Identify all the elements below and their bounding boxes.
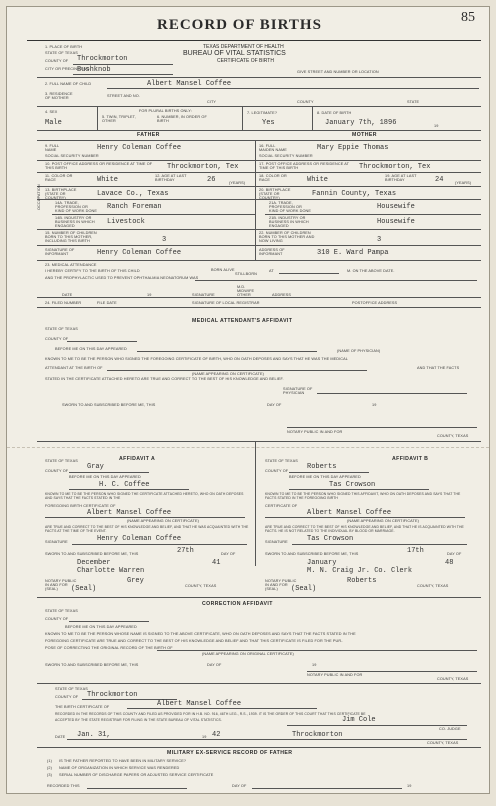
corr-sworn: SWORN TO AND SUBSCRIBED BEFORE ME, THIS [45, 663, 139, 667]
dob-value: January 7th, 1896 [325, 119, 397, 127]
med-day-of: DAY OF [267, 403, 282, 407]
corr-known: KNOWN TO ME TO BE THE PERSON WHOSE NAME IS SIGNED TO THE ABOVE CERTIFICATE, WHO ON OATH DEPOSES AND SAYS THAT THE FACTS STATED IN THE [45, 632, 356, 636]
aff-a-known: KNOWN TO ME TO BE THE PERSON WHO SIGNED THE CERTIFICATE ATTACHED HERETO, WHO ON OATH DEPOSES AND SAYS THAT THE FACTS STATED IN THE [45, 492, 244, 500]
med-19: 19 [372, 403, 377, 407]
med-state: STATE OF TEXAS [45, 327, 78, 331]
aff-b-sig-label: SIGNATURE [265, 540, 288, 544]
fill-line [289, 472, 369, 473]
corr-state: STATE OF TEXAS [45, 609, 78, 613]
med-county: COUNTY OF [45, 337, 69, 341]
po-address-label: POSTOFFICE ADDRESS [352, 301, 398, 305]
aff-b-known: KNOWN TO ME TO BE THE PERSON WHO SIGNED THIS AFFIDAVIT, WHO ON OATH DEPOSES AND SAYS THAT THE FACTS STATED IN THE FOREGOING BIRTH [265, 492, 461, 500]
rec-accepted: ACCEPTED BY THE STATE REGISTRAR FOR FILING IN THE STATE BUREAU OF VITAL STATISTICS. [55, 718, 222, 722]
order-label: 6. NUMBER, IN ORDER OF BIRTH [157, 115, 207, 123]
mother-heading: MOTHER [352, 132, 377, 138]
mother-trade: Housewife [377, 203, 415, 211]
bureau-header: BUREAU OF VITAL STATISTICS [183, 50, 286, 57]
fill-line [307, 671, 477, 672]
rec-county2: Throckmorton [292, 731, 343, 739]
prophylactic-label: AND THE PROPHYLACTIC USED TO PREVENT OPHTHALMIA NEONATORUM WAS [45, 276, 199, 280]
father-address: Throckmorton, Tex [167, 163, 239, 171]
corr-day-of: DAY OF [207, 663, 222, 667]
father-age: 26 [207, 176, 216, 184]
fill-line [67, 739, 467, 740]
military-item-1-number: (1) [47, 759, 52, 763]
corr-name-original: (NAME APPEARING ON ORIGINAL CERTIFICATE) [202, 652, 294, 656]
child-name: Albert Mansel Coffee [147, 80, 232, 88]
row-rule [37, 186, 255, 187]
military-recorded: RECORDED THIS [47, 784, 80, 788]
aff-a-appearing: (NAME APPEARING ON CERTIFICATE) [127, 519, 199, 523]
aff-b-child: Albert Mansel Coffee [307, 509, 392, 517]
row-rule [37, 199, 255, 200]
city-label: CITY OR PRECINCT NO. [45, 67, 91, 71]
corr-purpose: POSE OF CORRECTING THE ORIGINAL RECORD OF THE BIRTH OF [45, 646, 173, 650]
aff-b-sworn: SWORN TO AND SUBSCRIBED BEFORE ME, THIS [265, 552, 359, 556]
rec-county-label: COUNTY OF [55, 695, 79, 699]
rec-birth-cert: THE BIRTH CERTIFICATE OF [55, 705, 110, 709]
born-alive: BORN ALIVE [211, 268, 235, 272]
fill-line [252, 788, 402, 789]
mother-age-label: 19. AGE AT LAST BIRTHDAY [385, 174, 417, 182]
aff-a-seal: (Seal) [71, 585, 97, 593]
father-birthplace-label: 13. BIRTHPLACE (STATE OR COUNTRY) [45, 188, 77, 200]
affidavit-a-title: AFFIDAVIT A [119, 456, 156, 462]
section-rule [37, 307, 481, 308]
mother-birthplace-label: 20. BIRTHPLACE (STATE OR COUNTRY) [259, 188, 291, 200]
column-divider [97, 107, 98, 130]
med-sworn: SWORN TO AND SUBSCRIBED BEFORE ME, THIS [62, 403, 156, 407]
section-rule [37, 140, 481, 141]
military-item-1: IS THE FATHER REPORTED TO HAVE BEEN IN MILITARY SERVICE? [59, 759, 187, 763]
page-number: 85 [461, 10, 475, 25]
father-heading: FATHER [137, 132, 160, 138]
fill-line [107, 370, 367, 371]
aff-a-state: STATE OF TEXAS [45, 459, 78, 463]
fill-line [67, 341, 137, 342]
child-name-label: 2. FULL NAME OF CHILD [45, 82, 92, 86]
paper-fold [7, 447, 489, 448]
aff-b-county-label: COUNTY OF [265, 469, 289, 473]
aff-a-sworn: SWORN TO AND SUBSCRIBED BEFORE ME, THIS [45, 552, 139, 556]
military-item-2-number: (2) [47, 766, 52, 770]
corr-foregoing: FOREGOING CERTIFICATE ARE TRUE AND CORRECT TO THE BEST OF HIS KNOWLEDGE AND BELIEF AND THAT THIS CERTIFICATE IS FILED FOR THE PUR- [45, 639, 343, 643]
aff-a-before: BEFORE ME ON THIS DAY APPEARED [69, 475, 141, 479]
section-rule [37, 597, 481, 598]
title-rule [27, 40, 481, 41]
corr-notary: NOTARY PUBLIC IN AND FOR [307, 673, 363, 677]
row-rule [265, 214, 481, 215]
date-label: DATE [62, 293, 73, 297]
corr-before: BEFORE ME ON THIS DAY APPEARED [65, 625, 137, 629]
corr-county: COUNTY OF [45, 617, 69, 621]
residence-note: GIVE STREET AND NUMBER OR LOCATION [297, 70, 379, 74]
parents-divider [255, 140, 256, 260]
aff-b-appearing: (NAME APPEARING ON CERTIFICATE) [347, 519, 419, 523]
aff-a-signature: Henry Coleman Coffee [97, 535, 182, 543]
section-rule [37, 441, 481, 442]
aff-b-year: 48 [445, 559, 454, 567]
aff-b-day-of: DAY OF [447, 552, 462, 556]
aff-a-appeared: H. C. Coffee [99, 481, 150, 489]
sex-label: 4. SEX [45, 110, 58, 114]
father-children-label: 15. NUMBER OF CHILDREN BORN TO THIS MOTHER, INCLUDING THIS BIRTH [45, 231, 97, 243]
aff-b-notary-county: Roberts [347, 577, 377, 585]
aff-a-true: ARE TRUE AND CORRECT TO THE BEST OF HIS KNOWLEDGE AND BELIEF, AND THAT HE WAS ACQUAINTED WITH THE FACTS AT THE TIME OF THE EVENT. [45, 525, 249, 533]
rec-judge-label: CO. JUDGE [439, 727, 461, 731]
med-and-that: AND THAT THE FACTS [417, 366, 460, 370]
aff-a-county-label: COUNTY OF [45, 469, 69, 473]
fill-line [69, 472, 149, 473]
father-ssn-label: SOCIAL SECURITY NUMBER [45, 154, 99, 158]
row-rule [37, 160, 255, 161]
city-line [73, 74, 173, 75]
legitimate-value: Yes [262, 119, 275, 127]
father-industry-label: 14B. INDUSTRY OR BUSINESS IN WHICH ENGAGED [55, 216, 95, 228]
aff-b-certificate-of: CERTIFICATE OF [265, 504, 298, 508]
fill-line [265, 517, 465, 518]
midwife-label: MIDWIFE [237, 289, 255, 293]
fill-line [287, 427, 477, 428]
aff-a-day-of: DAY OF [221, 552, 236, 556]
registrar-label: SIGNATURE OF LOCAL REGISTRAR [192, 301, 260, 305]
section-rule [37, 683, 481, 684]
mother-industry: Housewife [377, 218, 415, 226]
rec-recorded-text: RECORDED IN THE RECORDS OF THIS COUNTY AND FILED AS PROVIDED FOR IN H.B. NO. 916, 46TH LEG., R.S., 1939. IT IS THE ORDER OF THIS COURT THAT THIS CERTIFICATE BE [55, 712, 366, 716]
signature-label: SIGNATURE [192, 293, 215, 297]
county-line [73, 64, 173, 65]
mother-address: Throckmorton, Tex [359, 163, 431, 171]
row-rule [37, 260, 481, 261]
military-item-3: SERIAL NUMBER OF DISCHARGE PAPERS OR ADJUSTED SERVICE CERTIFICATE [59, 773, 214, 777]
aff-a-notary-name: Charlotte Warren [77, 567, 145, 575]
aff-b-notary-label: NOTARY PUBLIC IN AND FOR (SEAL) [265, 579, 297, 591]
med-appearing: (NAME APPEARING ON CERTIFICATE) [192, 372, 264, 376]
rec-state: STATE OF TEXAS [55, 687, 88, 691]
attendance-on-date: M. ON THE ABOVE DATE. [347, 269, 395, 273]
mother-children: 3 [377, 236, 382, 244]
fill-line [279, 273, 339, 274]
mother-name-label: 16. FULL MAIDEN NAME [259, 144, 287, 152]
med-known: KNOWN TO ME TO BE THE PERSON WHO SIGNED THE FOREGOING CERTIFICATE OF BIRTH, WHO ON OATH DEPOSES AND SAYS THAT HE WAS THE MEDICAL [45, 357, 348, 361]
section-rule [37, 130, 481, 131]
file-date-label: FILE DATE [97, 301, 117, 305]
mother-birthplace: Fannin County, Texas [312, 190, 397, 198]
sex-value: Male [45, 119, 62, 127]
filed-number-label: 24. FILED NUMBER [45, 301, 82, 305]
row-rule [37, 245, 481, 246]
row-rule [255, 186, 481, 187]
twin-label: 5. TWIN, TRIPLET, OTHER [102, 115, 136, 123]
fill-line [127, 708, 317, 709]
rec-date: Jan. 31, [77, 731, 111, 739]
father-age-label: 12. AGE AT LAST BIRTHDAY [155, 174, 187, 182]
birth-record-page [6, 6, 490, 794]
aff-b-before: BEFORE ME ON THIS DAY APPEARED [289, 475, 361, 479]
mother-address-label: 17. POST OFFICE ADDRESS OR RESIDENCE AT TIME OF THIS BIRTH [259, 162, 349, 170]
mother-color-label: 18. COLOR OR RACE [259, 174, 287, 182]
father-industry: Livestock [107, 218, 145, 226]
row-rule [37, 229, 255, 230]
aff-b-state: STATE OF TEXAS [265, 459, 298, 463]
father-color-label: 11. COLOR OR RACE [45, 174, 73, 182]
aff-b-seal: (Seal) [291, 585, 317, 593]
father-birthplace: Lavace Co., Texas [97, 190, 169, 198]
row-rule [255, 229, 481, 230]
rec-judge-sig: Jim Cole [342, 716, 376, 724]
attendance-label: 23. MEDICAL ATTENDANCE [45, 263, 97, 267]
informant-address: 310 E. Ward Pampa [317, 249, 389, 257]
section-rule [37, 106, 481, 107]
county-value: Throckmorton [77, 55, 128, 63]
legitimate-label: 7. LEGITIMATE? [247, 111, 278, 115]
fill-line [87, 788, 187, 789]
attendance-at: AT [269, 269, 274, 273]
state-label: STATE OF TEXAS [45, 51, 78, 55]
section-rule [37, 77, 481, 78]
corr-19: 19 [312, 663, 317, 667]
medical-affidavit-title: MEDICAL ATTENDANT'S AFFIDAVIT [192, 318, 293, 324]
fill-line [45, 517, 245, 518]
military-19: 19 [407, 784, 412, 788]
row-rule [52, 214, 255, 215]
fill-line [289, 489, 429, 490]
aff-b-true: ARE TRUE AND CORRECT TO THE BEST OF HIS KNOWLEDGE AND BELIEF, AND THAT HE IS ACQUAINTED WITH THE FACTS. HE IS NOT RELATED TO THE INDIVIDUAL BY BLOOD OR MARRIAGE. [265, 525, 464, 533]
informant-signature: Henry Coleman Coffee [97, 249, 182, 257]
rec-county: Throckmorton [87, 691, 138, 699]
med-county-texas: COUNTY, TEXAS [437, 434, 469, 438]
father-trade-label: 14A. TRADE, PROFESSION OR KIND OF WORK DONE [55, 201, 97, 213]
attendance-certify: I HEREBY CERTIFY TO THE BIRTH OF THIS CHILD [45, 269, 140, 273]
row-rule [37, 172, 255, 173]
father-name-label: 9. FULL NAME [45, 144, 60, 152]
fill-line [287, 725, 467, 726]
father-children: 3 [162, 236, 167, 244]
father-name: Henry Coleman Coffee [97, 144, 182, 152]
rec-county-texas: COUNTY, TEXAS [427, 741, 459, 745]
aff-a-child: Albert Mansel Coffee [87, 509, 172, 517]
med-stated: STATED IN THE CERTIFICATE ATTACHED HERETO ARE TRUE AND CORRECT TO THE BEST OF HIS KNOWLEDGE AND BELIEF. [45, 377, 284, 381]
place-of-birth-label: 1. PLACE OF BIRTH [45, 45, 83, 49]
rec-year: 42 [212, 731, 221, 739]
mother-name: Mary Eppie Thomas [317, 144, 389, 152]
med-notary: NOTARY PUBLIC IN AND FOR [287, 430, 343, 434]
med-attendant: ATTENDANT AT THE BIRTH OF [45, 366, 103, 370]
row-rule [255, 199, 481, 200]
fill-line [137, 351, 317, 352]
date-19: 19 [147, 293, 152, 297]
mother-age: 24 [435, 176, 444, 184]
certificate-header: CERTIFICATE OF BIRTH [217, 58, 274, 64]
other-label: OTHER [237, 293, 251, 297]
fill-line [72, 544, 247, 545]
mother-ssn-label: SOCIAL SECURITY NUMBER [259, 154, 313, 158]
med-physician-note: (NAME OF PHYSICIAN) [337, 349, 381, 353]
res-state-label: STATE [407, 100, 420, 104]
res-city-label: CITY [207, 100, 217, 104]
plural-label: FOR PLURAL BIRTHS ONLY: [139, 109, 192, 113]
column-divider [312, 107, 313, 130]
correction-title: CORRECTION AFFIDAVIT [202, 601, 273, 607]
aff-a-day: 27th [177, 547, 194, 555]
fill-line [317, 393, 467, 394]
military-title: MILITARY EX-SERVICE RECORD OF FATHER [167, 750, 293, 756]
rec-year-prefix: 19 [202, 735, 207, 739]
stillborn: STILLBORN [235, 272, 257, 276]
military-item-2: NAME OF ORGANIZATION IN WHICH SERVICE WAS RENDERED [59, 766, 180, 770]
aff-b-notary-name: M. N. Craig Jr. Co. Clerk [307, 567, 413, 575]
aff-a-county: Gray [87, 463, 104, 471]
page-title: RECORD OF BIRTHS [157, 17, 322, 33]
corr-county-texas: COUNTY, TEXAS [437, 677, 469, 681]
dob-label: 8. DATE OF BIRTH [317, 111, 352, 115]
mother-children-label: 22. NUMBER OF CHILDREN BORN TO THIS MOTHER AND NOW LIVING [259, 231, 315, 243]
dob-year-suffix: 19 [434, 124, 439, 128]
aff-a-notary-label: NOTARY PUBLIC IN AND FOR (SEAL) [45, 579, 77, 591]
aff-b-county: Roberts [307, 463, 337, 471]
dept-header: TEXAS DEPARTMENT OF HEALTH [203, 44, 284, 50]
aff-b-day: 17th [407, 547, 424, 555]
med-before: BEFORE ME ON THIS DAY APPEARED [55, 347, 127, 351]
informant-sig-label: SIGNATURE OF INFORMANT [45, 248, 75, 256]
affidavit-divider [255, 441, 256, 566]
fill-line [292, 544, 467, 545]
street-label: STREET AND NO. [107, 94, 140, 98]
mother-industry-label: 21B. INDUSTRY OR BUSINESS IN WHICH ENGAGED [269, 216, 309, 228]
father-years: (YEARS) [229, 181, 246, 185]
aff-a-foregoing: FOREGOING BIRTH CERTIFICATE OF [45, 504, 116, 508]
mother-trade-label: 21A. TRADE, PROFESSION OR KIND OF WORK DONE [269, 201, 311, 213]
city-value: Bushknob [77, 66, 111, 74]
fill-line [69, 621, 149, 622]
fill-line [157, 650, 477, 651]
row-rule [37, 297, 481, 298]
aff-b-month: January [307, 559, 337, 567]
county-label: COUNTY OF [45, 59, 69, 63]
row-rule [255, 172, 481, 173]
md-label: M.D. [237, 285, 246, 289]
rec-child: Albert Mansel Coffee [157, 700, 242, 708]
row-rule [255, 160, 481, 161]
aff-b-county-texas: COUNTY, TEXAS [417, 584, 449, 588]
fill-line [195, 280, 477, 281]
informant-addr-label: ADDRESS OF INFORMANT [259, 248, 285, 256]
military-item-3-number: (3) [47, 773, 52, 777]
aff-a-sig-label: SIGNATURE [45, 540, 68, 544]
aff-b-appeared: Tas Crowson [329, 481, 376, 489]
father-address-label: 10. POST OFFICE ADDRESS OR RESIDENCE AT TIME OF THIS BIRTH [45, 162, 153, 170]
father-occupation-head: OCCUPATION [37, 184, 41, 210]
mother-years: (YEARS) [455, 181, 472, 185]
father-color: White [97, 176, 119, 184]
mother-color: White [307, 176, 329, 184]
aff-a-county-texas: COUNTY, TEXAS [185, 584, 217, 588]
fill-line [69, 489, 189, 490]
aff-b-signature: Tas Crowson [307, 535, 354, 543]
column-divider [242, 107, 243, 130]
aff-a-month: December [77, 559, 111, 567]
section-rule [37, 747, 481, 748]
aff-a-year: 41 [212, 559, 221, 567]
father-trade: Ranch Foreman [107, 203, 162, 211]
military-day-of: DAY OF [232, 784, 247, 788]
child-name-line [107, 88, 479, 89]
affidavit-b-title: AFFIDAVIT B [392, 456, 429, 462]
aff-a-notary-county: Grey [127, 577, 144, 585]
res-county-label: COUNTY [297, 100, 314, 104]
residence-label: 3. RESIDENCE OF MOTHER [45, 92, 73, 100]
med-sig-physician: SIGNATURE OF PHYSICIAN [283, 387, 313, 395]
rec-date-label: DATE [55, 735, 66, 739]
address-label: ADDRESS [272, 293, 292, 297]
